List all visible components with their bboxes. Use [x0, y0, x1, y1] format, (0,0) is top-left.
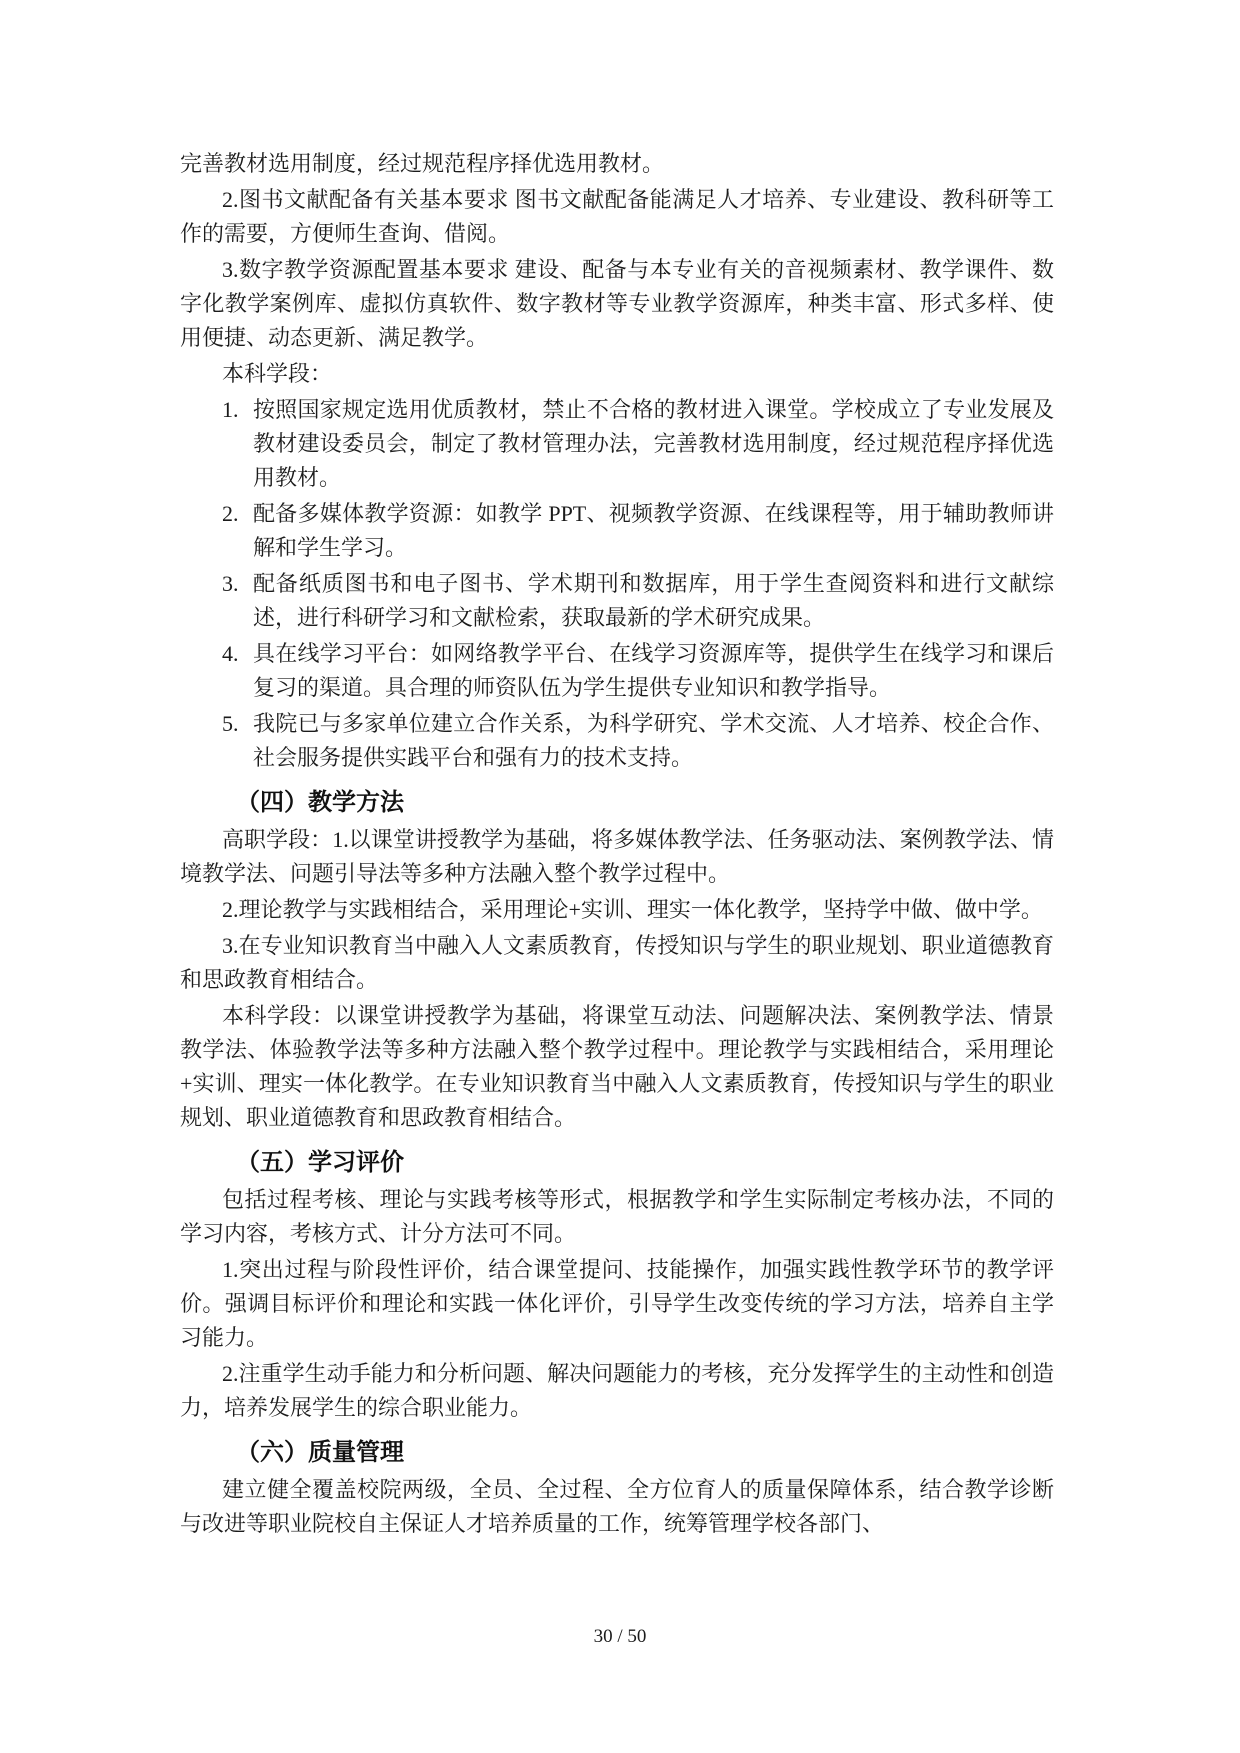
- paragraph: 2.理论教学与实践相结合，采用理论+实训、理实一体化教学，坚持学中做、做中学。: [222, 897, 1043, 922]
- list-item: [180, 393, 1054, 495]
- paragraph: 本科学段：: [222, 361, 333, 386]
- list-item: [180, 497, 1054, 565]
- section-heading-teaching-methods: （四）教学方法: [236, 789, 404, 816]
- paragraph: 3.在专业知识教育当中融入人文素质教育，传授知识与学生的职业规划、职业道德教育和思政教育相结合。: [180, 933, 1054, 992]
- list-item: [180, 567, 1054, 635]
- list-item-text: 按照国家规定选用优质教材，禁止不合格的教材进入课堂。学校成立了专业发展及教材建设委员会，制定了教材管理办法，完善教材选用制度，经过规范程序择优选用教材。: [253, 397, 1054, 490]
- list-item-text: 配备多媒体教学资源：如教学 PPT、视频教学资源、在线课程等，用于辅助教师讲解和学生学习。: [253, 501, 1054, 560]
- list-item-number: 5.: [222, 711, 239, 736]
- list-item: [180, 637, 1054, 705]
- document-body: [180, 147, 1054, 1541]
- list-item-number: 3.: [222, 571, 239, 596]
- paragraph: 3.数字教学资源配置基本要求 建设、配备与本专业有关的音视频素材、教学课件、数字化教学案例库、虚拟仿真软件、数字教材等专业教学资源库，种类丰富、形式多样、使用便捷、动态更新、满足教学。: [180, 257, 1054, 350]
- paragraph: 包括过程考核、理论与实践考核等形式，根据教学和学生实际制定考核办法，不同的学习内容，考核方式、计分方法可不同。: [180, 1187, 1054, 1246]
- paragraph: 2.图书文献配备有关基本要求 图书文献配备能满足人才培养、专业建设、教科研等工作的需要，方便师生查询、借阅。: [180, 187, 1054, 246]
- page-number: 30 / 50: [593, 1626, 647, 1647]
- list-item-number: 1.: [222, 397, 239, 422]
- section-heading-learning-evaluation: （五）学习评价: [236, 1149, 404, 1176]
- paragraph: 本科学段：以课堂讲授教学为基础，将课堂互动法、问题解决法、案例教学法、情景教学法、体验教学法等多种方法融入整个教学过程中。理论教学与实践相结合，采用理论+实训、理实一体化教学。在专业知识教育当中融入人文素质教育，传授知识与学生的职业规划、职业道德教育和思政教育相结合。: [180, 1003, 1054, 1130]
- paragraph: 建立健全覆盖校院两级，全员、全过程、全方位育人的质量保障体系，结合教学诊断与改进等职业院校自主保证人才培养质量的工作，统筹管理学校各部门、: [180, 1477, 1054, 1536]
- list-item-number: 2.: [222, 501, 239, 526]
- list-item-text: 我院已与多家单位建立合作关系，为科学研究、学术交流、人才培养、校企合作、社会服务提供实践平台和强有力的技术支持。: [253, 711, 1054, 770]
- paragraph: 1.突出过程与阶段性评价，结合课堂提问、技能操作，加强实践性教学环节的教学评价。强调目标评价和理论和实践一体化评价，引导学生改变传统的学习方法，培养自主学习能力。: [180, 1257, 1054, 1350]
- paragraph: 2.注重学生动手能力和分析问题、解决问题能力的考核，充分发挥学生的主动性和创造力，培养发展学生的综合职业能力。: [180, 1361, 1054, 1420]
- paragraph: 高职学段：1.以课堂讲授教学为基础，将多媒体教学法、任务驱动法、案例教学法、情境教学法、问题引导法等多种方法融入整个教学过程中。: [180, 827, 1054, 886]
- list-item: [180, 707, 1054, 775]
- numbered-list: [180, 393, 1054, 775]
- section-heading-quality-management: （六）质量管理: [236, 1439, 404, 1466]
- paragraph: 完善教材选用制度，经过规范程序择优选用教材。: [180, 151, 665, 176]
- list-item-text: 配备纸质图书和电子图书、学术期刊和数据库，用于学生查阅资料和进行文献综述，进行科研学习和文献检索，获取最新的学术研究成果。: [253, 571, 1054, 630]
- list-item-text: 具在线学习平台：如网络教学平台、在线学习资源库等，提供学生在线学习和课后复习的渠道。具合理的师资队伍为学生提供专业知识和教学指导。: [253, 641, 1054, 700]
- list-item-number: 4.: [222, 641, 239, 666]
